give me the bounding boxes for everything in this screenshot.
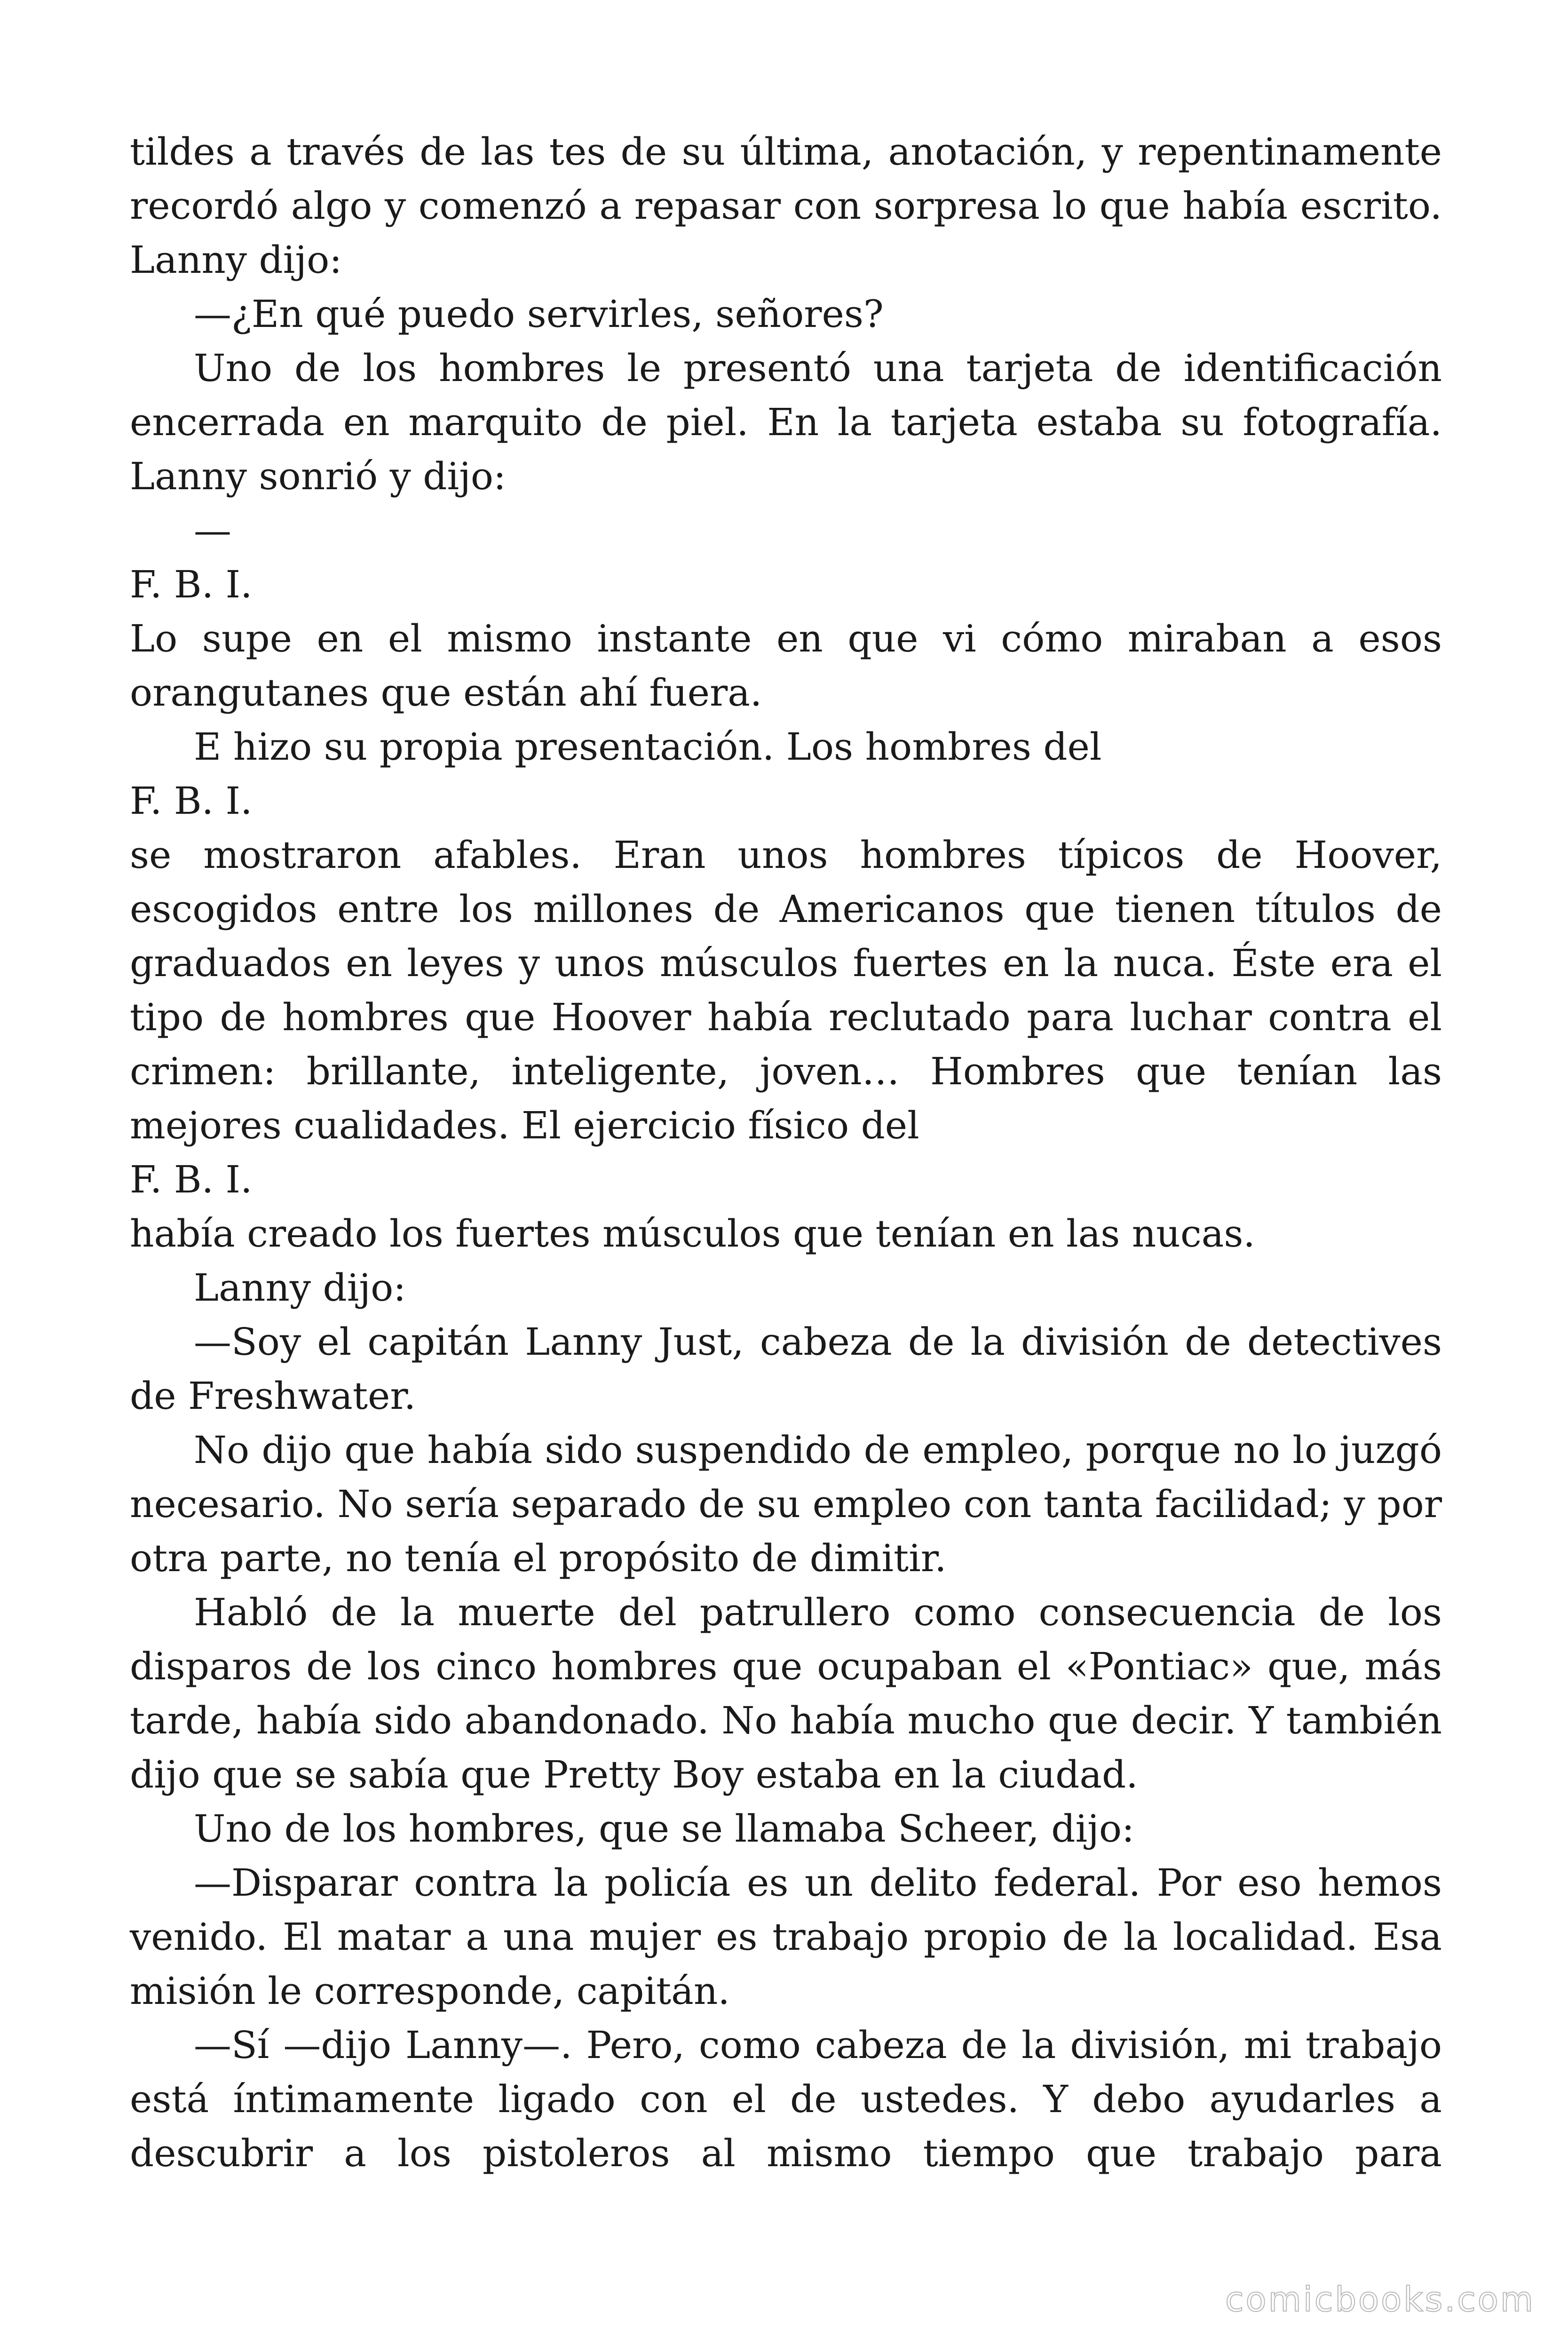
paragraph: Uno de los hombres le presentó una tarjeta de identificación encerrada en marquito de piel. En la tarjeta estaba su fotografía. Lanny sonrió y dijo: — [130, 346, 1442, 498]
body-text — [130, 125, 1442, 2180]
paragraph: —Sí —dijo Lanny—. Pero, como cabeza de la división, mi trabajo está íntimamente ligado con el de ustedes. Y debo ayudarles a descubrir a los pistoleros al mismo tiempo que trabajo para — [130, 2023, 1442, 2175]
paragraph: F. B. I. — [130, 779, 253, 823]
paragraph: No dijo que había sido suspendido de empleo, porque no lo juzgó necesario. No sería separado de su empleo con tanta facilidad; y por otra parte, no tenía el propósito de dimitir. — [130, 1428, 1442, 1580]
paragraph: —¿En qué puedo servirles, señores? — [194, 292, 884, 336]
paragraph: Lo supe en el mismo instante en que vi cómo miraban a esos orangutanes que están ahí fuera. — [130, 617, 1442, 715]
watermark-logo: comicbooks.com — [1225, 2280, 1535, 2319]
paragraph: —Disparar contra la policía es un delito federal. Por eso hemos venido. El matar a una mujer es trabajo propio de la localidad. Esa misión le corresponde, capitán. — [130, 1861, 1442, 2013]
paragraph: — — [194, 509, 231, 552]
paragraph: Habló de la muerte del patrullero como consecuencia de los disparos de los cinco hombres que ocupaban el «Pontiac» que, más tarde, había sido abandonado. No había mucho que decir. Y también dijo que se sabía que Pretty Boy estaba en la ciudad. — [130, 1590, 1442, 1796]
paragraph: Lanny dijo: — [194, 1266, 406, 1310]
paragraph: F. B. I. — [130, 563, 253, 606]
paragraph: E hizo su propia presentación. Los hombres del — [194, 725, 1102, 769]
paragraph: Uno de los hombres, que se llamaba Scheer, dijo: — [194, 1807, 1134, 1851]
paragraph: se mostraron afables. Eran unos hombres típicos de Hoover, escogidos entre los millones de Americanos que tienen títulos de graduados en leyes y unos músculos fuertes en la nuca. Éste era el tipo de hombres que Hoover había reclutado para luchar contra el crimen: brillante, inteligente, joven… Hombres que tenían las mejores cualidades. El ejercicio físico del — [130, 833, 1442, 1147]
paragraph: —Soy el capitán Lanny Just, cabeza de la división de detectives de Freshwater. — [130, 1320, 1442, 1418]
paragraph: había creado los fuertes músculos que tenían en las nucas. — [130, 1212, 1255, 1255]
paragraph: F. B. I. — [130, 1158, 253, 1201]
paragraph: tildes a través de las tes de su última, anotación, y repentinamente recordó algo y comenzó a repasar con sorpresa lo que había escrito. Lanny dijo: — [130, 130, 1442, 282]
